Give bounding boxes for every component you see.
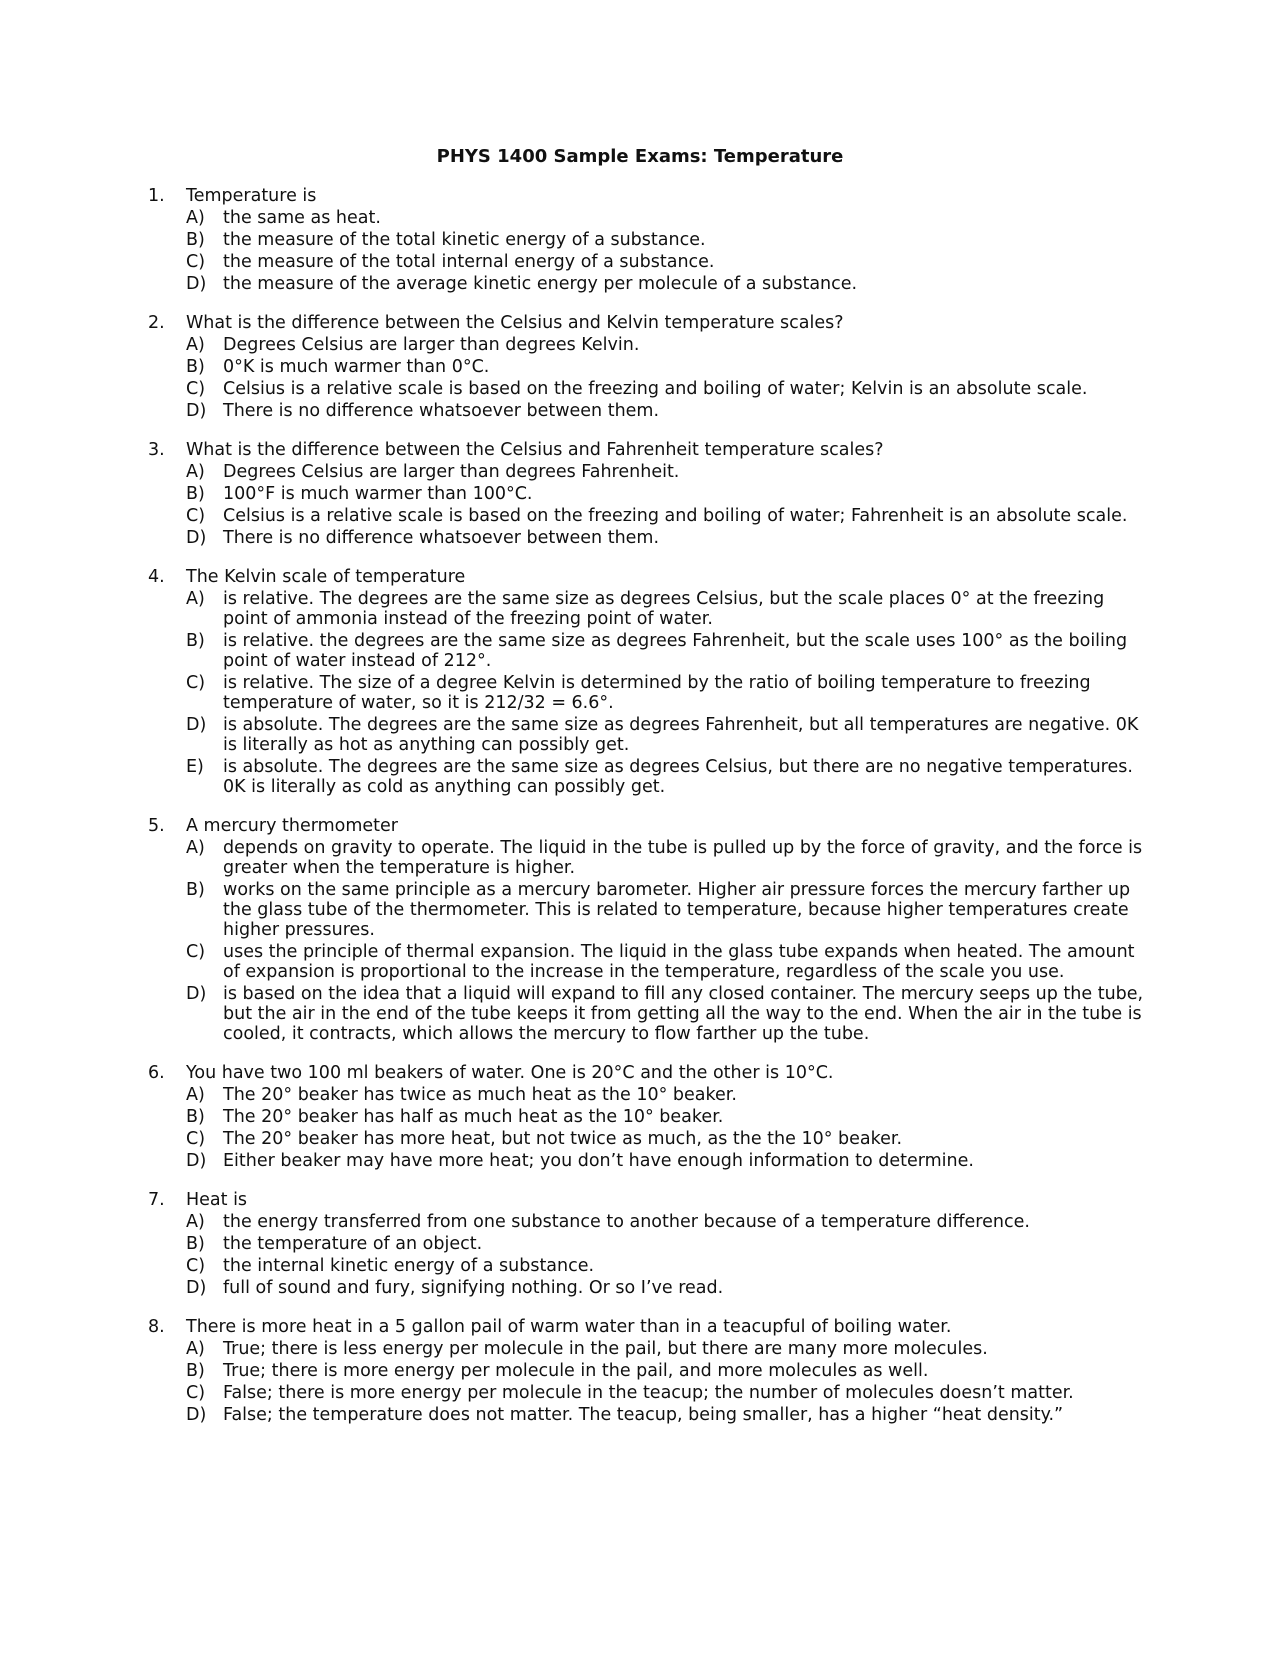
choice-text: True; there is more energy per molecule in the pail, and more molecules as well. (223, 1361, 929, 1381)
choice-text: is relative. the degrees are the same size as degrees Fahrenheit, but the scale uses 100° as the boiling point of water instead of 212°. (223, 631, 1128, 671)
choice-letter: B) (186, 357, 205, 377)
choice-letter: B) (186, 631, 205, 651)
choice-letter: B) (186, 1361, 205, 1381)
choice-text: Degrees Celsius are larger than degrees Fahrenheit. (223, 462, 680, 482)
answer-choice (186, 589, 1144, 629)
choice-letter: B) (186, 1234, 205, 1254)
answer-choice (186, 506, 1144, 526)
answer-choice (186, 252, 1144, 272)
question-number: 7. (148, 1190, 165, 1210)
question-item (144, 567, 1144, 797)
choice-text: the measure of the total internal energy of a substance. (223, 252, 715, 272)
choice-text: the temperature of an object. (223, 1234, 483, 1254)
answer-choice (186, 715, 1144, 755)
choice-text: The 20° beaker has more heat, but not twice as much, as the the 10° beaker. (223, 1129, 903, 1149)
question-text: You have two 100 ml beakers of water. One is 20°C and the other is 10°C. (186, 1063, 834, 1083)
answer-choice (186, 1151, 1144, 1171)
choice-text: Celsius is a relative scale is based on the freezing and boiling of water; Kelvin is an absolute scale. (223, 379, 1088, 399)
answer-choice (186, 274, 1144, 294)
choice-letter: A) (186, 335, 205, 355)
answer-choice (186, 335, 1144, 355)
question-item (144, 816, 1144, 1044)
choice-text: There is no difference whatsoever between them. (223, 528, 660, 548)
question-item (144, 1317, 1144, 1425)
answer-choice (186, 631, 1144, 671)
choice-letter: A) (186, 1339, 205, 1359)
choice-text: the measure of the average kinetic energy per molecule of a substance. (223, 274, 858, 294)
answer-choice (186, 1361, 1144, 1381)
answer-choice (186, 1383, 1144, 1403)
choice-text: is based on the idea that a liquid will expand to fill any closed container. The mercury seeps up the tube, but the air in the end of the tube keeps it from getting all the way to the end. When the air in the tube is cooled, it contracts, which allows the mercury to flow farther up the tube. (223, 984, 1144, 1044)
question-item (144, 1190, 1144, 1298)
answer-choice (186, 838, 1144, 878)
choice-text: the measure of the total kinetic energy of a substance. (223, 230, 706, 250)
choice-text: Celsius is a relative scale is based on the freezing and boiling of water; Fahrenheit is an absolute scale. (223, 506, 1128, 526)
choice-letter: C) (186, 1383, 206, 1403)
choice-letter: D) (186, 401, 207, 421)
choice-letter: D) (186, 528, 207, 548)
choice-letter: C) (186, 379, 206, 399)
choice-text: False; there is more energy per molecule in the teacup; the number of molecules doesn’t matter. (223, 1383, 1074, 1403)
choice-text: The 20° beaker has half as much heat as the 10° beaker. (223, 1107, 724, 1127)
answer-choices (186, 1212, 1144, 1298)
answer-choice (186, 1278, 1144, 1298)
answer-choice (186, 208, 1144, 228)
choice-text: is relative. The size of a degree Kelvin is determined by the ratio of boiling temperature to freezing temperature of water, so it is 212/32 = 6.6°. (223, 673, 1091, 713)
choice-text: Either beaker may have more heat; you don’t have enough information to determine. (223, 1151, 974, 1171)
answer-choice (186, 462, 1144, 482)
question-number: 5. (148, 816, 165, 836)
choice-text: the same as heat. (223, 208, 381, 228)
answer-choice (186, 1234, 1144, 1254)
answer-choices (186, 208, 1144, 294)
choice-letter: D) (186, 984, 207, 1004)
page-title: PHYS 1400 Sample Exams: Temperature (436, 146, 844, 167)
answer-choice (186, 230, 1144, 250)
answer-choices (186, 335, 1144, 421)
choice-text: Degrees Celsius are larger than degrees Kelvin. (223, 335, 640, 355)
choice-letter: A) (186, 1212, 205, 1232)
question-text: A mercury thermometer (186, 816, 398, 836)
choice-text: works on the same principle as a mercury barometer. Higher air pressure forces the mercury farther up the glass tube of the thermometer. This is related to temperature, because higher temperatures create higher pressures. (223, 880, 1131, 940)
question-text: Heat is (186, 1190, 248, 1210)
choice-letter: C) (186, 1129, 206, 1149)
choice-letter: D) (186, 1278, 207, 1298)
choice-letter: A) (186, 838, 205, 858)
question-text: There is more heat in a 5 gallon pail of warm water than in a teacupful of boiling water. (186, 1317, 952, 1337)
question-item (144, 313, 1144, 421)
choice-letter: C) (186, 1256, 206, 1276)
choice-text: False; the temperature does not matter. The teacup, being smaller, has a higher “heat density.” (223, 1405, 1064, 1425)
answer-choice (186, 1339, 1144, 1359)
question-list (144, 186, 1144, 1444)
answer-choice (186, 379, 1144, 399)
choice-letter: A) (186, 208, 205, 228)
choice-letter: B) (186, 1107, 205, 1127)
answer-choice (186, 484, 1144, 504)
choice-letter: E) (186, 757, 204, 777)
answer-choice (186, 1212, 1144, 1232)
answer-choice (186, 357, 1144, 377)
choice-text: 0°K is much warmer than 0°C. (223, 357, 490, 377)
answer-choices (186, 1339, 1144, 1425)
question-number: 4. (148, 567, 165, 587)
answer-choice (186, 1405, 1144, 1425)
question-text: The Kelvin scale of temperature (186, 567, 466, 587)
choice-letter: D) (186, 715, 207, 735)
choice-letter: A) (186, 462, 205, 482)
question-text: Temperature is (186, 186, 317, 206)
answer-choices (186, 1085, 1144, 1171)
choice-text: the internal kinetic energy of a substance. (223, 1256, 595, 1276)
choice-text: depends on gravity to operate. The liquid in the tube is pulled up by the force of gravity, and the force is greater when the temperature is higher. (223, 838, 1143, 878)
choice-letter: C) (186, 506, 206, 526)
answer-choice (186, 401, 1144, 421)
answer-choice (186, 673, 1144, 713)
choice-text: is absolute. The degrees are the same size as degrees Fahrenheit, but all temperatures are negative. 0K is literally as hot as anything can possibly get. (223, 715, 1139, 755)
question-item (144, 186, 1144, 294)
answer-choice (186, 1129, 1144, 1149)
choice-text: the energy transferred from one substance to another because of a temperature difference. (223, 1212, 1030, 1232)
answer-choices (186, 589, 1144, 797)
question-number: 1. (148, 186, 165, 206)
answer-choices (186, 838, 1144, 1044)
choice-letter: D) (186, 274, 207, 294)
answer-choice (186, 1256, 1144, 1276)
choice-text: is relative. The degrees are the same size as degrees Celsius, but the scale places 0° at the freezing point of ammonia instead of the freezing point of water. (223, 589, 1105, 629)
choice-text: uses the principle of thermal expansion. The liquid in the glass tube expands when heated. The amount of expansion is proportional to the increase in the temperature, regardless of the scale you use. (223, 942, 1135, 982)
answer-choice (186, 984, 1144, 1044)
answer-choice (186, 757, 1144, 797)
answer-choice (186, 528, 1144, 548)
question-text: What is the difference between the Celsius and Fahrenheit temperature scales? (186, 440, 884, 460)
choice-letter: D) (186, 1151, 207, 1171)
choice-letter: C) (186, 673, 206, 693)
answer-choices (186, 462, 1144, 548)
choice-letter: D) (186, 1405, 207, 1425)
choice-letter: B) (186, 880, 205, 900)
choice-text: 100°F is much warmer than 100°C. (223, 484, 533, 504)
question-item (144, 440, 1144, 548)
choice-letter: B) (186, 230, 205, 250)
question-number: 6. (148, 1063, 165, 1083)
choice-letter: A) (186, 1085, 205, 1105)
answer-choice (186, 1085, 1144, 1105)
choice-text: The 20° beaker has twice as much heat as the 10° beaker. (223, 1085, 737, 1105)
choice-letter: C) (186, 942, 206, 962)
question-number: 2. (148, 313, 165, 333)
choice-text: True; there is less energy per molecule in the pail, but there are many more molecules. (223, 1339, 988, 1359)
choice-letter: A) (186, 589, 205, 609)
choice-text: There is no difference whatsoever between them. (223, 401, 660, 421)
choice-letter: C) (186, 252, 206, 272)
answer-choice (186, 880, 1144, 940)
question-number: 8. (148, 1317, 165, 1337)
choice-text: is absolute. The degrees are the same size as degrees Celsius, but there are no negative temperatures. 0K is literally as cold as anything can possibly get. (223, 757, 1133, 797)
question-text: What is the difference between the Celsius and Kelvin temperature scales? (186, 313, 844, 333)
answer-choice (186, 942, 1144, 982)
answer-choice (186, 1107, 1144, 1127)
choice-letter: B) (186, 484, 205, 504)
choice-text: full of sound and fury, signifying nothing. Or so I’ve read. (223, 1278, 724, 1298)
question-number: 3. (148, 440, 165, 460)
question-item (144, 1063, 1144, 1171)
